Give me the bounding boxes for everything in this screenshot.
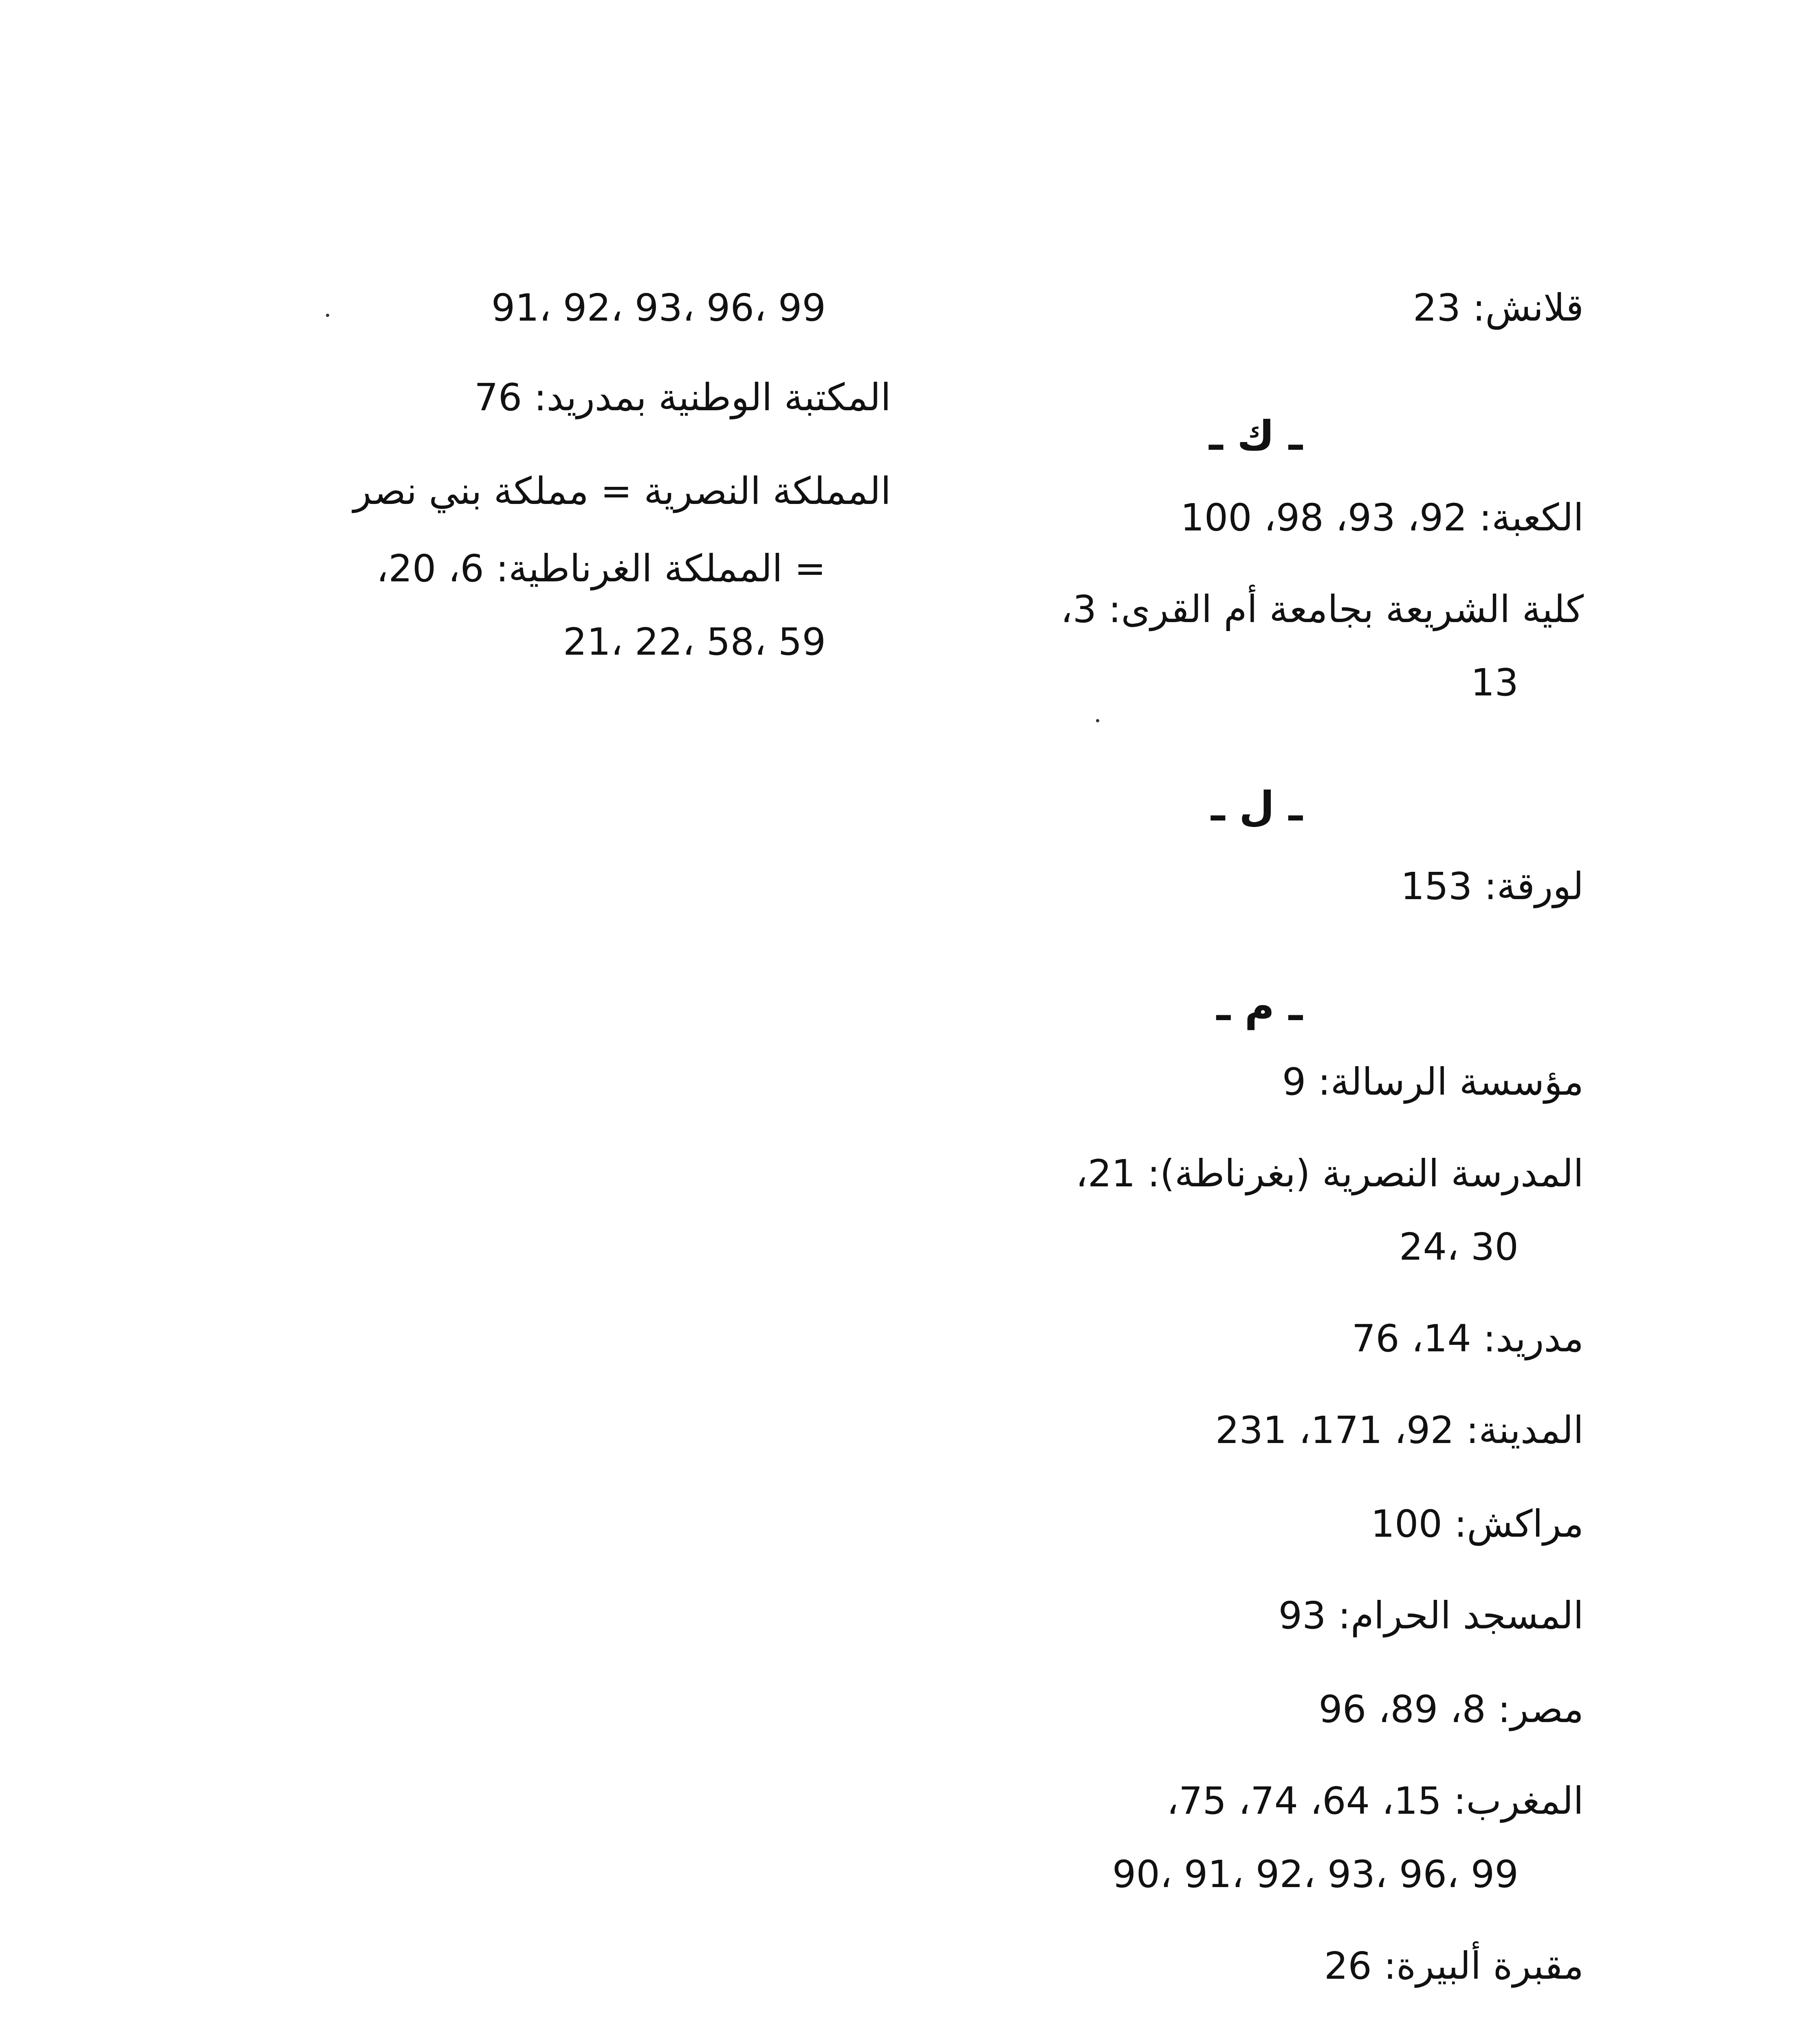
index-entry-qalansh: قلانش: 23 [1413,286,1584,330]
index-entry-maghrib-line1: المغرب: 15، 64، 74، 75، [1166,1779,1584,1823]
index-entry-sharia-college-line1: كلية الشريعة بجامعة أم القرى: 3، [1061,587,1584,631]
index-entry-muassasa-risala: مؤسسة الرسالة: 9 [1282,1060,1584,1104]
scan-speck [326,314,329,317]
index-entry-madina: المدينة: 92، 171، 231 [1215,1408,1584,1452]
index-entry-maghrib-line2: 90، 91، 92، 93، 96، 99 [1112,1852,1519,1896]
index-entry-nasrid-kingdom-line1: المملكة النصرية = مملكة بني نصر [353,469,891,513]
index-entry-makka-continued: 91، 92، 93، 96، 99 [491,286,826,330]
index-entry-misr: مصر: 8، 89، 96 [1318,1687,1584,1731]
index-entry-nasrid-kingdom-line2: = المملكة الغرناطية: 6، 20، [376,547,826,590]
index-entry-nasrid-madrasa-line2: 24، 30 [1399,1225,1519,1269]
index-entry-madrid: مدريد: 14، 76 [1351,1317,1584,1360]
index-entry-sharia-college-line2: 13 [1470,661,1519,704]
index-entry-national-library-madrid: المكتبة الوطنية بمدريد: 76 [474,376,891,419]
index-entry-nasrid-kingdom-line3: 21، 22، 58، 59 [563,620,826,664]
scan-speck [1096,719,1099,722]
index-entry-nasrid-madrasa-line1: المدرسة النصرية (بغرناطة): 21، [1076,1152,1584,1195]
index-entry-masjid-haram: المسجد الحرام: 93 [1278,1594,1584,1637]
index-entry-lorca: لورقة: 153 [1400,865,1584,908]
index-entry-elvira-cemetery: مقبرة ألبيرة: 26 [1324,1944,1584,1988]
section-heading-mim: ـ م ـ [1216,982,1303,1030]
index-entry-marrakesh: مراكش: 100 [1371,1502,1584,1546]
section-heading-lam: ـ ل ـ [1211,783,1303,830]
section-heading-kaf: ـ ك ـ [1209,412,1303,460]
index-entry-kaaba: الكعبة: 92، 93، 98، 100 [1180,496,1584,539]
